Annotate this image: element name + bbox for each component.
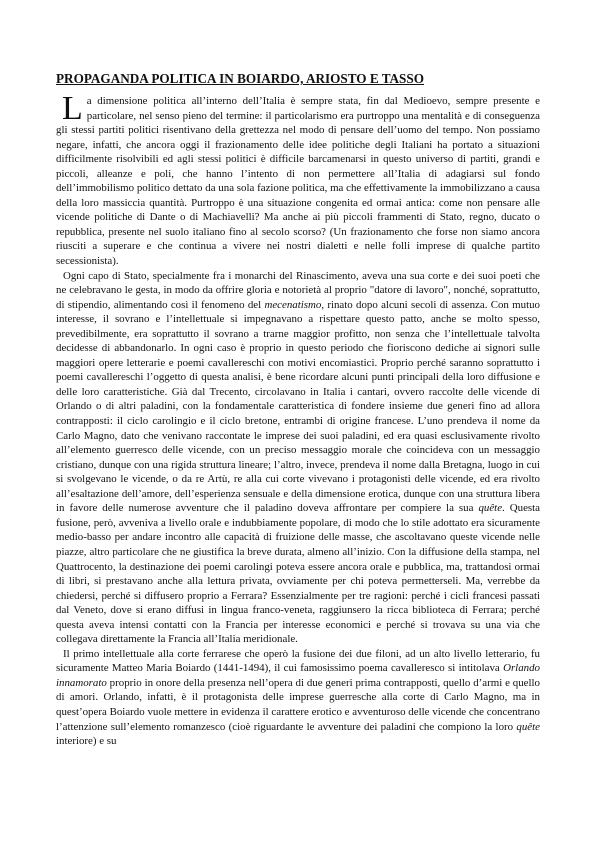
paragraph-2 bbox=[56, 269, 540, 647]
paragraph-2-text-b: , rinato dopo alcuni secoli di assenza. Con mutuo interesse, il sovrano e l’intellettuale si impegnavano a rispettare questo patto, anche se molto spesso, prevedibilmente, era soprattutto il sovrano a trarne maggior profitto, non senza che l’intellettuale talvolta decidesse di abbandonarlo. In ogni caso è proprio in questo periodo che fioriscono dediche ai signori sulle maggiori opere letterarie e poemi cavallereschi con motivi encomiastici. Proprio perché saranno soprattutto i poemi cavallereschi l’oggetto di questa analisi, è bene ricordare alcuni punti principali della loro diffusione e delle loro caratteristiche. Già dal Trecento, circolavano in Italia i cantari, ovvero raccolte delle vicende di Orlando o di altri paladini, con la fondamentale caratteristica di fondere insieme due generi fino ad allora contrapposti: il ciclo carolingio e il ciclo bretone, entrambi di origine francese. L’uno prendeva il nome da Carlo Magno, dato che venivano raccontate le imprese dei suoi paladini, ed era quasi esclusivamente rivolto all’elemento guerresco delle vicende, con un preciso messaggio morale che coincideva con un messaggio cristiano, dunque con una rigida struttura lineare; l’altro, invece, prendeva il nome dalla Bretagna, luogo in cui si svolgevano le vicende, o da re Artù, re alla cui corte vivevano i protagonisti delle vicende, ed era rivolto all’esaltazione dell’amore, dell’esperienza sensuale e della dimensione erotica, dunque con una struttura libera in favore delle numerose avventure che il paladino doveva affrontare per compiere la sua bbox=[56, 298, 541, 515]
term-quete: quête bbox=[478, 502, 503, 515]
paragraph-1 bbox=[56, 90, 540, 269]
paragraph-3 bbox=[56, 647, 540, 749]
paragraph-3-text-a: Il primo intellettuale alla corte ferrarese che operò la fusione dei due filoni, ad un alto livello letterario, fu sicuramente Matteo Maria Boiardo (1441-1494), il cui famosissimo poema cavalleresco si intitolava bbox=[56, 647, 540, 675]
document-title: PROPAGANDA POLITICA IN BOIARDO, ARIOSTO E TASSO bbox=[56, 71, 424, 86]
paragraph-2-text-a: Ogni capo di Stato, specialmente fra i monarchi del Rinascimento, aveva una sua corte e dei suoi poeti che ne celebravano le gesta, in modo da offrire gloria e notorietà al proprio "datore di lavoro", nonché, soprattutto, di stipendio, alimentando così il fenomeno del bbox=[56, 269, 540, 311]
paragraph-1-text: a dimensione politica all’interno dell’Italia è sempre stata, fin dal Medioevo, sempre presente e particolare, nel senso pieno del termine: il particolarismo era purtroppo una mentalità e di conseguenza gli stessi partiti politici risentivano della grettezza nel modo di pensare dell’uomo del tempo. Non possiamo negare, infatti, che ancora oggi il frazionamento delle idee politiche degli Italiani ha portato a situazioni difficilmente risolvibili ed agli stessi politici è difficile barcamenarsi in questo universo di partiti, grandi e piccoli, alleanze e poli, che hanno l’intento di non permettere all’Italia di adagiarsi sul fondo dell’immobilismo politico dettato da una sola fazione politica, ma che effettivamente la immobilizzano a causa della loro massiccia quantità. Purtroppo è una situazione congenita ed ormai antica: come non pensare alle vicende politiche di Dante o di Machiavelli? Ma anche ai più piccoli frammenti di Stato, regno, ducato o repubblica, presente nel suolo italiano fino al secolo scorso? (Un frazionamento che forse non siamo ancora riusciti a superare e che continua a vivere nei nostri dialetti e nelle folli imprese di qualche partito secessionista). bbox=[56, 95, 540, 268]
paragraph-3-text-c: interiore) e su bbox=[56, 735, 117, 748]
document-body bbox=[56, 90, 541, 749]
work-title-orlando-innamorato: Orlando innamorato bbox=[56, 662, 540, 689]
paragraph-3-text-b: proprio in onore della presenza nell’opera di due generi prima contrapposti, quello d’armi e quello di amori. Orlando, infatti, è il protagonista delle imprese guerresche alla corte di Carlo Magno, ma in quest’opera Boiardo vuole mettere in evidenza il carattere erotico e avventuroso delle vicende che concentrano l’attenzione sull’elemento romanzesco (cioè riguardante le avventure dei paladini che compiono la loro bbox=[56, 676, 540, 733]
term-mecenatismo: mecenatismo bbox=[264, 298, 322, 311]
drop-cap: L bbox=[62, 90, 83, 127]
document-page bbox=[56, 71, 540, 749]
paragraph-2-text-c: . Questa fusione, però, avveniva a livello orale e indubbiamente popolare, di modo che lo stile adottato era sicuramente medio-basso per andare incontro alle capacità di fruizione delle masse, che ascoltavano queste vicende nelle piazze, altro particolare che ne giustifica la breve durata, almeno all’inizio. Con la diffusione della stampa, nel Quattrocento, la destinazione dei poemi carolingi poteva essere ancora orale e pubblica, ma, trattandosi ormai di libri, si prestavano anche alla lettura privata, ovviamente per chi poteva permetterseli. Ma, verrebbe da chiedersi, perché si diffusero proprio a Ferrara? Essenzialmente per tre ragioni: perché i cicli francesi passati dal Veneto, dove si erano diffusi in lingua franco-veneta, raggiunsero la ricca biblioteca di Ferrara; perché questa aveva intensi contatti con la Francia per interesse economici e perché si trovava su una via che collegava direttamente la Francia all’Italia meridionale. bbox=[56, 502, 541, 646]
term-quete-2: quête bbox=[516, 720, 540, 733]
